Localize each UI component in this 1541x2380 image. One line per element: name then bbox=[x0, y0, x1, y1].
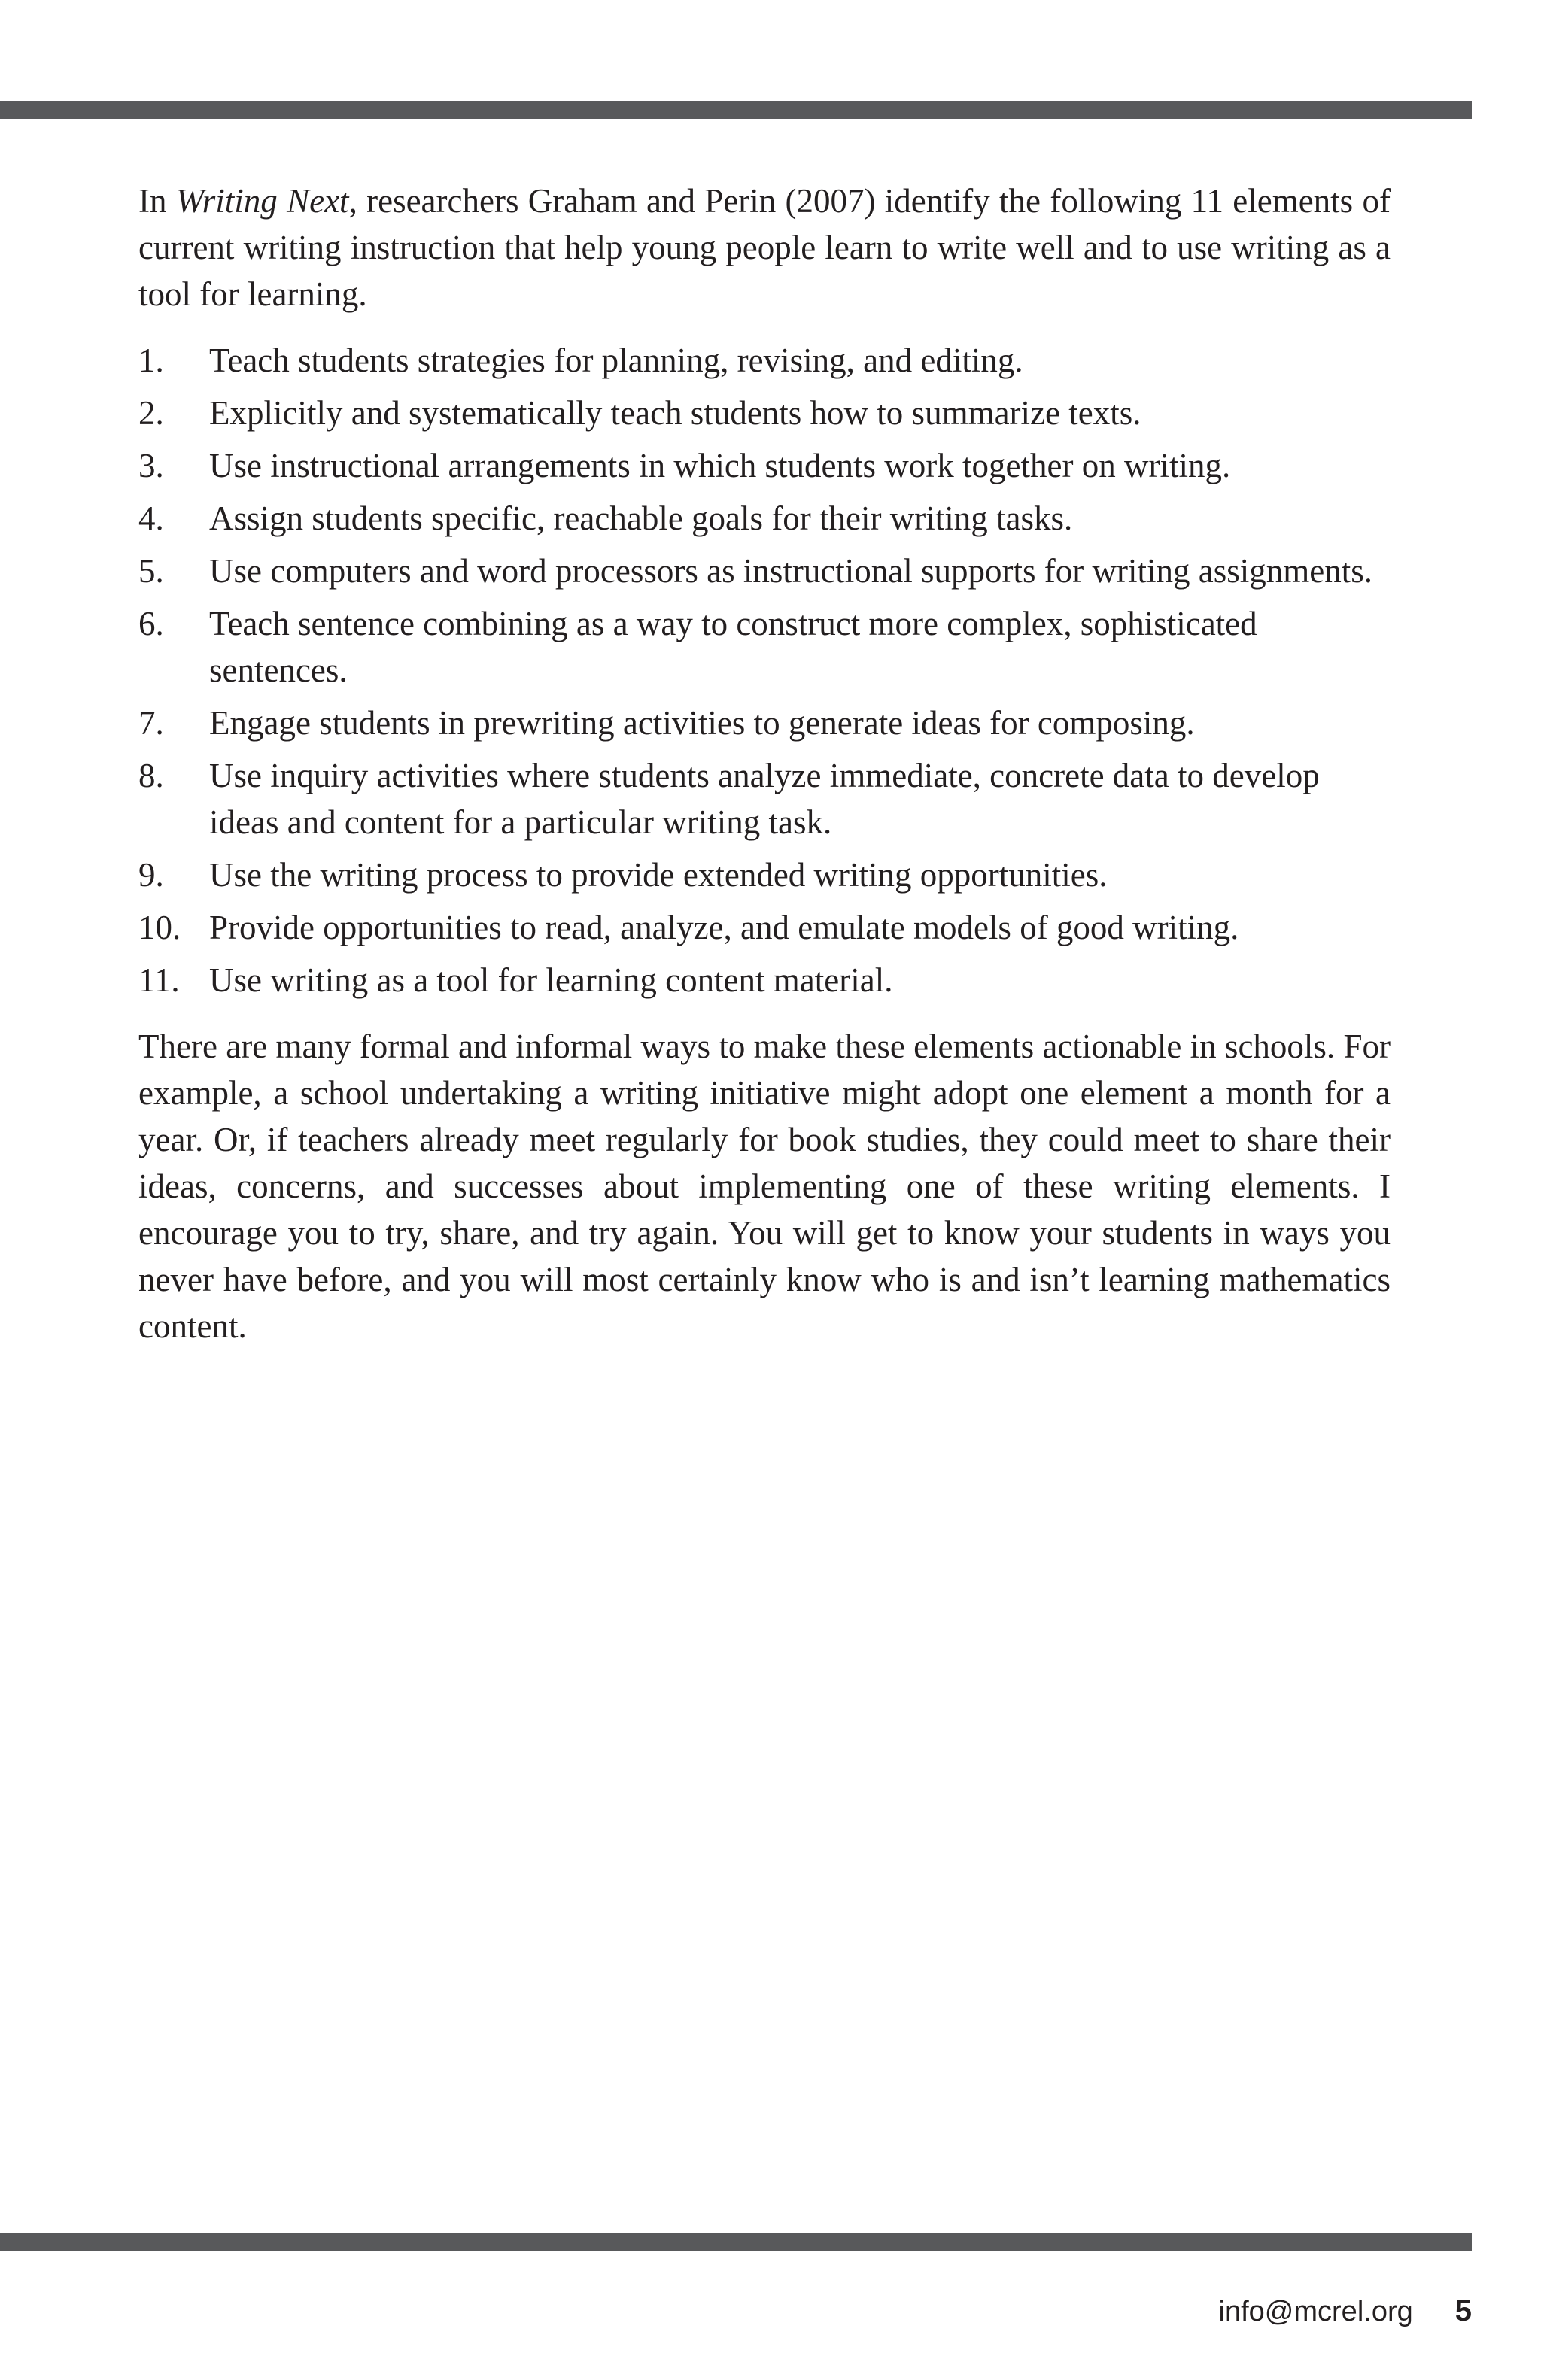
intro-rest: , researchers Graham and Perin (2007) identify the following 11 elements of current writing instruction that help young people learn to write well and to use writing as a tool for learning. bbox=[138, 182, 1391, 313]
list-item-text: Assign students specific, reachable goals for their writing tasks. bbox=[209, 499, 1073, 537]
list-item-text: Use inquiry activities where students analyze immediate, concrete data to develop ideas and content for a particular writing task. bbox=[209, 757, 1320, 841]
list-item-text: Explicitly and systematically teach students how to summarize texts. bbox=[209, 394, 1141, 432]
list-item-text: Use instructional arrangements in which students work together on writing. bbox=[209, 447, 1231, 484]
list-item-number: 11. bbox=[138, 961, 180, 999]
list-item bbox=[138, 600, 1391, 694]
list-item-text: Use writing as a tool for learning content material. bbox=[209, 961, 893, 999]
list-item-number: 4. bbox=[138, 499, 164, 537]
list-item bbox=[138, 390, 1391, 436]
list-item bbox=[138, 495, 1391, 542]
list-item-number: 2. bbox=[138, 394, 164, 432]
list-item-text: Teach students strategies for planning, revising, and editing. bbox=[209, 342, 1023, 379]
publication-title: Writing Next bbox=[175, 182, 349, 220]
list-item bbox=[138, 442, 1391, 489]
bottom-rule bbox=[0, 2233, 1472, 2251]
list-item-text: Use computers and word processors as instructional supports for writing assignments. bbox=[209, 552, 1372, 590]
list-item-number: 7. bbox=[138, 704, 164, 742]
top-rule bbox=[0, 101, 1472, 119]
list-item-number: 8. bbox=[138, 757, 164, 794]
intro-lead: In bbox=[138, 182, 176, 220]
list-item-number: 5. bbox=[138, 552, 164, 590]
page-footer bbox=[1219, 2294, 1472, 2328]
list-item-text: Teach sentence combining as a way to construct more complex, sophisticated sentences. bbox=[209, 605, 1257, 689]
list-item-number: 10. bbox=[138, 909, 181, 946]
list-item bbox=[138, 752, 1391, 845]
list-item bbox=[138, 548, 1391, 594]
list-item-number: 3. bbox=[138, 447, 164, 484]
list-item-text: Provide opportunities to read, analyze, and emulate models of good writing. bbox=[209, 909, 1239, 946]
writing-elements-list bbox=[138, 337, 1391, 1003]
list-item bbox=[138, 700, 1391, 746]
list-item-number: 6. bbox=[138, 605, 164, 642]
page-body bbox=[138, 178, 1391, 1349]
list-item bbox=[138, 957, 1391, 1003]
footer-email: info@mcrel.org bbox=[1218, 2296, 1413, 2327]
list-item bbox=[138, 904, 1391, 951]
intro-paragraph bbox=[138, 178, 1391, 317]
list-item-number: 9. bbox=[138, 856, 164, 894]
list-item-text: Use the writing process to provide extended writing opportunities. bbox=[209, 856, 1108, 894]
list-item bbox=[138, 337, 1391, 384]
list-item-number: 1. bbox=[138, 342, 164, 379]
list-item-text: Engage students in prewriting activities to generate ideas for composing. bbox=[209, 704, 1195, 742]
closing-paragraph: There are many formal and informal ways to make these elements actionable in schools. For example, a school undertaking a writing initiative might adopt one element a month for a year. Or, if teachers already meet regularly for book studies, they could meet to share their ideas, concerns, and successes about implementing one of these writing elements. I encourage you to try, share, and try again. You will get to know your students in ways you never have before, and you will most certainly know who is and isn’t learning mathematics content. bbox=[138, 1028, 1391, 1345]
list-item bbox=[138, 852, 1391, 898]
page-number: 5 bbox=[1454, 2294, 1472, 2327]
